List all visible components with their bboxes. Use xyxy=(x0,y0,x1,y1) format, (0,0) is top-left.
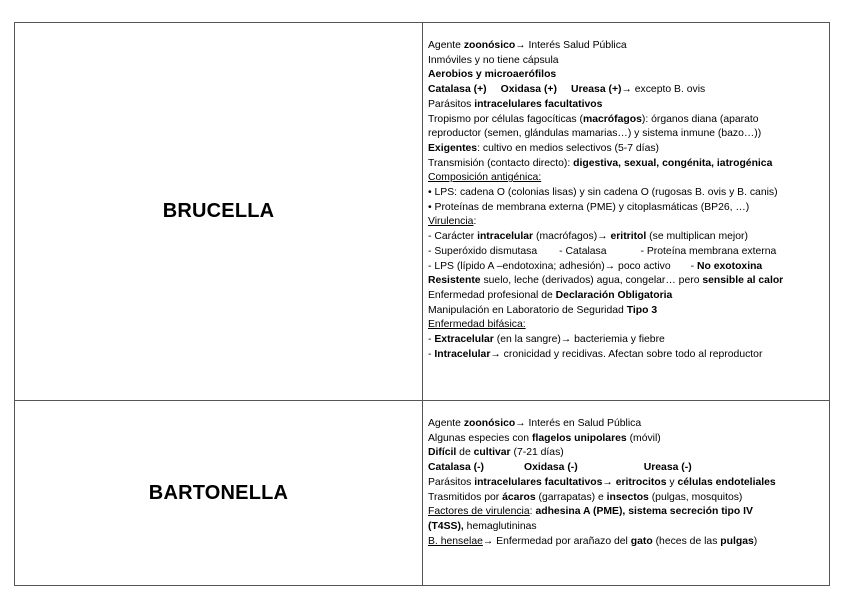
note-text: digestiva, sexual, congénita, iatrogénica xyxy=(573,157,773,169)
note-text: Agente xyxy=(428,40,464,51)
note-line xyxy=(428,289,823,304)
note-text: - xyxy=(428,334,435,346)
note-line xyxy=(428,157,823,172)
note-text: hemaglutininas xyxy=(463,520,537,532)
note-text: zoonósico xyxy=(463,418,516,429)
note-line xyxy=(428,491,823,506)
note-text: pulgas xyxy=(720,535,754,547)
notes-cell-bartonella xyxy=(423,401,830,586)
note-line xyxy=(428,113,823,128)
note-text: Intracelular xyxy=(434,348,491,360)
note-text: No exotoxina xyxy=(696,260,763,272)
note-text: Exigentes xyxy=(428,142,478,154)
note-text: (pulgas, mosquitos) xyxy=(648,491,743,503)
note-text: Factores de virulencia xyxy=(428,506,530,518)
note-text: Catalasa (-) xyxy=(428,462,485,474)
note-line xyxy=(428,54,823,69)
note-text: intracelular xyxy=(477,231,534,243)
note-text: ) xyxy=(753,535,758,547)
note-text: Transmisión (contacto directo): xyxy=(428,157,574,169)
note-line xyxy=(428,98,823,113)
notes-cell-brucella xyxy=(423,23,830,401)
note-line xyxy=(428,535,823,550)
note-text: (T4SS), xyxy=(428,520,464,532)
note-text: - Carácter xyxy=(428,231,478,243)
note-line xyxy=(428,304,823,319)
note-line xyxy=(428,505,823,520)
note-text: Parásitos xyxy=(428,476,475,488)
note-text: - Catalasa xyxy=(559,245,607,257)
note-text: - Proteína membrana externa xyxy=(640,245,777,257)
note-text: intracelulares facultativos xyxy=(474,476,603,488)
note-text: ): órganos diana (aparato xyxy=(641,113,759,125)
note-line xyxy=(428,432,823,447)
note-text: células endoteliales xyxy=(677,476,776,488)
note-text: Difícil xyxy=(428,447,457,459)
note-text: : xyxy=(473,216,477,228)
note-line xyxy=(428,142,823,157)
notes-list xyxy=(428,417,823,549)
note-text: (en la sangre)→ bacteriemia y fiebre xyxy=(493,334,665,346)
note-line xyxy=(428,318,823,333)
note-text: zoonósico xyxy=(463,40,516,51)
title-cell xyxy=(15,23,423,401)
note-text: Oxidasa (+) xyxy=(500,84,557,96)
table-row-brucella xyxy=(15,23,830,401)
note-text: Inmóviles y no tiene cápsula xyxy=(428,54,559,66)
note-line xyxy=(428,476,823,491)
note-text: → Interés Salud Pública xyxy=(515,40,627,51)
note-text: Manipulación en Laboratorio de Seguridad xyxy=(428,304,627,316)
note-text: • LPS: cadena O (colonias lisas) y sin cadena O (rugosas B. ovis y B. canis) xyxy=(428,187,778,199)
note-text: y xyxy=(666,476,678,488)
note-line xyxy=(428,245,823,260)
note-text: sensible al calor xyxy=(702,275,784,287)
note-text: : xyxy=(529,506,536,518)
row-title-bartonella: BARTONELLA xyxy=(148,481,289,504)
note-line xyxy=(428,417,823,432)
note-text: Agente xyxy=(428,418,464,429)
note-line xyxy=(428,260,823,275)
note-line xyxy=(428,446,823,461)
note-text: - LPS (lípido A –endotoxina; adhesión)→ poco activo xyxy=(428,260,671,272)
note-text: (móvil) xyxy=(626,432,661,444)
note-text: insectos xyxy=(606,491,649,503)
note-text: → Interés en Salud Pública xyxy=(515,418,642,429)
note-text: → excepto B. ovis xyxy=(621,84,706,96)
note-text: (7-21 días) xyxy=(510,447,564,459)
note-line xyxy=(428,68,823,83)
note-text: Aerobios y microaerófilos xyxy=(428,69,557,81)
note-text: - Superóxido dismutasa xyxy=(428,245,538,257)
note-text: macrófagos xyxy=(582,113,642,125)
note-text: Parásitos xyxy=(428,98,475,110)
note-text: intracelulares facultativos xyxy=(474,98,603,110)
note-line xyxy=(428,171,823,186)
note-line xyxy=(428,333,823,348)
note-text: Ureasa (-) xyxy=(643,462,692,474)
note-text: (garrapatas) e xyxy=(535,491,607,503)
note-text: Enfermedad bifásica: xyxy=(428,319,526,331)
note-text: → xyxy=(602,476,616,488)
note-line xyxy=(428,127,823,142)
note-text: Composición antigénica: xyxy=(428,172,542,184)
note-text: cultivar xyxy=(473,447,511,459)
note-line xyxy=(428,230,823,245)
summary-table xyxy=(14,22,830,586)
note-text: Enfermedad profesional de xyxy=(428,289,556,301)
note-text: eritritol xyxy=(610,231,647,243)
row-title-brucella: BRUCELLA xyxy=(162,200,275,222)
note-line xyxy=(428,83,823,98)
note-text: • Proteínas de membrana externa (PME) y citoplasmáticas (BP26, …) xyxy=(428,201,750,213)
note-text: eritrocitos xyxy=(615,476,667,488)
note-text: Trasmitidos por xyxy=(428,491,503,503)
note-line xyxy=(428,461,823,476)
note-text: Algunas especies con xyxy=(428,432,532,444)
note-text: : cultivo en medios selectivos (5-7 días) xyxy=(477,142,660,154)
note-line xyxy=(428,274,823,289)
note-text: Catalasa (+) xyxy=(428,84,487,96)
note-line xyxy=(428,39,823,54)
note-text: (heces de las xyxy=(652,535,721,547)
note-text: flagelos unipolares xyxy=(531,432,627,444)
note-line xyxy=(428,201,823,216)
note-text: - xyxy=(690,260,697,272)
table-row-bartonella xyxy=(15,401,830,586)
note-text: Tropismo por células fagocíticas ( xyxy=(428,113,583,125)
note-line xyxy=(428,520,823,535)
note-text: reproductor (semen, glándulas mamarias…) y sistema inmune (bazo…)) xyxy=(428,128,762,140)
note-text: adhesina A (PME), sistema secreción tipo IV xyxy=(535,506,753,518)
note-text: (macrófagos)→ xyxy=(533,231,611,243)
note-line xyxy=(428,186,823,201)
note-text: gato xyxy=(630,535,653,547)
note-text: Declaración Obligatoria xyxy=(555,289,673,301)
note-text: suelo, leche (derivados) agua, congelar… pero xyxy=(480,275,703,287)
note-text: (se multiplican mejor) xyxy=(646,231,748,243)
note-text: de xyxy=(456,447,474,459)
note-text: Tipo 3 xyxy=(626,304,658,316)
note-text: → Enfermedad por arañazo del xyxy=(482,535,631,547)
note-text: Virulencia xyxy=(428,216,474,228)
note-text: Extracelular xyxy=(434,334,494,346)
title-cell xyxy=(15,401,423,586)
note-text: → cronicidad y recidivas. Afectan sobre todo al reproductor xyxy=(490,348,763,360)
note-line xyxy=(428,348,823,363)
note-line xyxy=(428,215,823,230)
note-text: B. henselae xyxy=(428,535,483,547)
note-text: Ureasa (+) xyxy=(570,84,622,96)
note-text: Resistente xyxy=(428,275,481,287)
notes-list xyxy=(428,39,823,362)
note-text: Oxidasa (-) xyxy=(524,462,578,474)
note-text: ácaros xyxy=(502,491,536,503)
note-text: - xyxy=(428,348,435,360)
